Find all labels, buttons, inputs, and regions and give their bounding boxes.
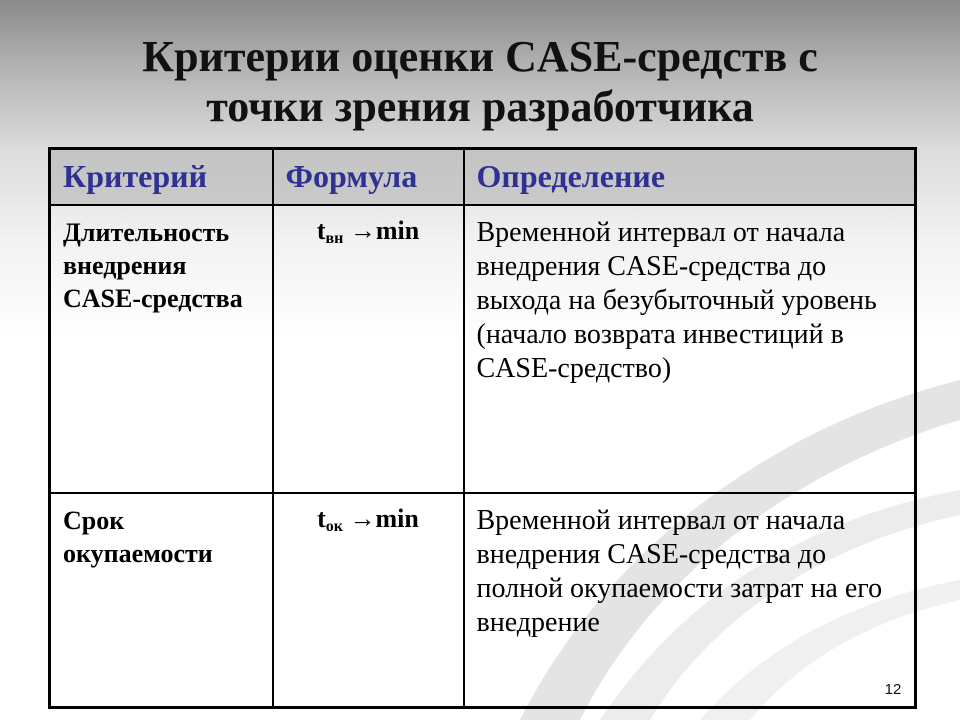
definition-cell: Временной интервал от начала внедрения CASE-средства до выхода на безубыточный уровень (начало возврата инвестиций в CASE-средство) [464,205,916,493]
formula-cell [273,205,464,493]
header-definition: Определение [464,149,916,206]
header-criterion: Критерий [50,149,273,206]
formula-variable: t [316,216,326,245]
definition-cell: Временной интервал от начала внедрения CASE-средства до полной окупаемости затрат на его внедрение [464,493,916,708]
formula-objective: →min [343,216,420,245]
table-header-row [50,149,916,206]
criteria-table [48,147,917,709]
table-row [50,205,916,493]
table-row [50,493,916,708]
title-line-1: Критерии оценки CASE-средств с [142,32,818,81]
criterion-cell: Длительность внедрения CASE-средства [50,205,273,493]
header-formula: Формула [273,149,464,206]
formula-objective: →min [343,504,419,533]
formula-cell [273,493,464,708]
slide-title [0,32,960,132]
formula-subscript: ок [325,518,344,535]
formula-subscript: вн [325,230,344,247]
title-line-2: точки зрения разработчика [206,82,754,131]
criterion-cell: Срок окупаемости [50,493,273,708]
page-number: 12 [884,681,902,698]
formula-variable: t [317,504,326,533]
